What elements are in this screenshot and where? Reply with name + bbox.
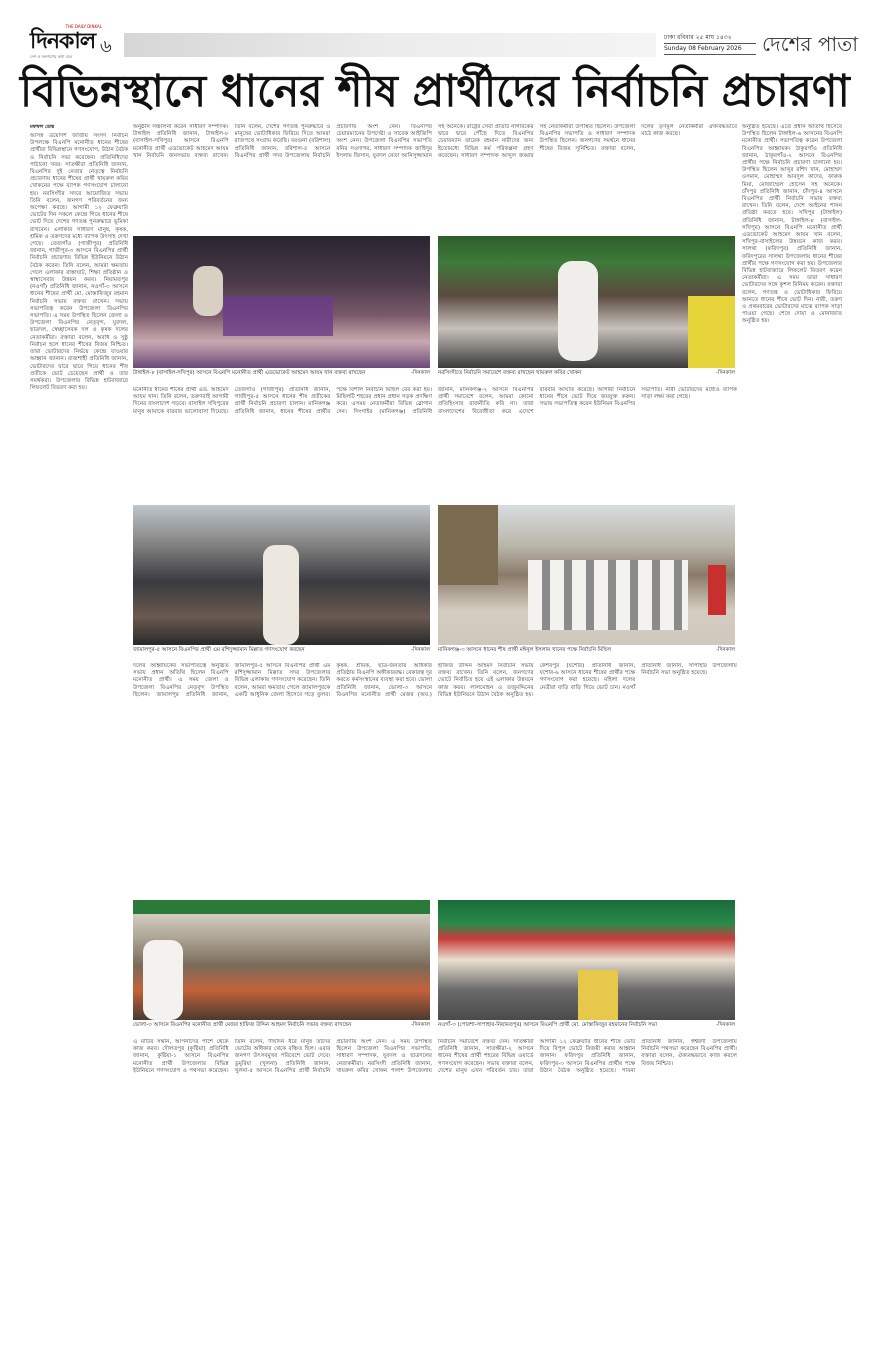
photo-jamalpur-campaign <box>133 505 430 645</box>
article-text-right-column: অনুষ্ঠিত হয়েছে। এতে প্রধান অতিথি হিসেবে উপস্থিত ছিলেন টাঙ্গাইল-৬ আসনের বিএনপি মনোনীত প্রার্থী। সভাপতিত্ব করেন উপজেলা বিএনপির আহ্বায়ক। ঠাকুরগাঁও প্রতিনিধি জানান, ঠাকুরগাঁও-২ আসনে বিএনপির প্রার্থীর পক্ষে নির্বাচনি প্রচারণা চালানো হয়। উপস্থিত ছিলেন আব্দুর রশিদ খান, মোহাম্মদ ওসমান, মোহাম্মদ আবদুল কাদের, ফারুক মিয়া, মোজাম্মেল হোসেন সহ অনেকে। চাঁদপুর প্রতিনিধি জানান, চাঁদপুর-৪ আসনে বিএনপির প্রার্থী নির্বাচনি সভায় বক্তব্য রাখেন। তিনি বলেন, দেশে আইনের শাসন প্রতিষ্ঠা করতে হবে। সখিপুর (টাঙ্গাইল) প্রতিনিধি জানান, টাঙ্গাইল-৮ (বাসাইল-সখিপুর) আসনে বিএনপি মনোনীত প্রার্থী এডভোকেট আহমেদ আযম খান বলেন, সখিপুর-বাসাইলের উন্নয়নে কাজ করব। সালথা (ফরিদপুর) প্রতিনিধি জানান, ফরিদপুরের সালথা উপজেলায় ধানের শীষের প্রার্থীর পক্ষে গণসংযোগ করা হয়। উপজেলার বিভিন্ন হাটবাজারে লিফলেট বিতরণ করেন নেতাকর্মীরা। এ সময় তারা সাধারণ ভোটারদের সঙ্গে কুশল বিনিময় করেন। বক্তারা বলেন, গণতন্ত্র ও ভোটাধিকার ফিরিয়ে আনতে ধানের শীষে ভোট দিন। নারী, তরুণ ও প্রথমবারের ভোটারদের মাঝে ব্যাপক সাড়া পাওয়া গেছে। শেষে দোয়া ও মোনাজাত অনুষ্ঠিত হয়। <box>742 124 842 325</box>
photo-caption <box>438 370 735 377</box>
article-text-lower-middle: দলের আহ্বায়কের সভাপতিত্বে অনুষ্ঠিত সভায় প্রধান অতিথি ছিলেন বিএনপি মনোনীত প্রার্থী। এ সময় জেলা ও উপজেলা বিএনপির নেতৃবৃন্দ উপস্থিত ছিলেন। জামালপুর প্রতিনিধি জানান, জামালপুর-৫ আসনে বিএনপির প্রার্থী এম রশিদুজ্জামান মিল্লাত সদর উপজেলার বিভিন্ন এলাকায় গণসংযোগ করেছেন। তিনি বলেন, আমরা ক্ষমতায় গেলে জামালপুরকে একটি আধুনিক জেলা হিসেবে গড়ে তুলব। কৃষক, শ্রমিক, ছাত্র-জনতার অধিকার প্রতিষ্ঠায় বিএনপি অঙ্গীকারবদ্ধ। বেকারত্ব দূর করতে কর্মসংস্থানের ব্যবস্থা করা হবে। ভোলা প্রতিনিধি জানান, ভোলা-৩ আসনে বিএনপির মনোনীত প্রার্থী মেজর (অব.) হাফিজ উদ্দিন আহমদ নির্বাচনি সভায় বক্তব্য রাখেন। তিনি বলেন, জনগণের ভোটে নির্বাচিত হয়ে এই এলাকার উন্নয়নে কাজ করব। লালমোহন ও তজুমদ্দিনের বিভিন্ন ইউনিয়নে উঠান বৈঠক অনুষ্ঠিত হয়। কেশবপুর (যশোর) প্রতিনিধি জানান, যশোর-৬ আসনে ধানের শীষের প্রার্থীর পক্ষে গণসংযোগ করা হয়েছে। মহিলা দলের নেত্রীরা বাড়ি বাড়ি গিয়ে ভোট চান। নওগাঁ প্রতিনিধি জানান, সাপাহার উপজেলায় নির্বাচনি সভা অনুষ্ঠিত হয়েছে। <box>133 663 737 698</box>
logo-english: THE DAILY DINKAL <box>65 24 102 29</box>
photo-caption <box>133 1022 430 1029</box>
article-text-bottom: এ মাটির সন্তান, আপনাদের পাশে থেকে কাজ করব। দৌলতপুর (কুষ্টিয়া) প্রতিনিধি জানান, কুষ্টিয়া-১ আসনে বিএনপির মনোনীত প্রার্থী উপজেলার বিভিন্ন ইউনিয়নে গণসংযোগ ও পথসভা করেছেন। তিনি বলেন, দীর্ঘদিন ধরে মানুষ তাদের ভোটের অধিকার থেকে বঞ্চিত ছিল। এবার জনগণ উৎসবমুখর পরিবেশে ভোট দেবে। ডুমুরিয়া (খুলনা) প্রতিনিধি জানান, খুলনা-৫ আসনে বিএনপির প্রার্থী নির্বাচনি প্রচারণায় অংশ নেন। এ সময় উপস্থিত ছিলেন উপজেলা বিএনপির সভাপতি, সাধারণ সম্পাদক, যুবদল ও ছাত্রদলের নেতাকর্মীরা। নরসিংদী প্রতিনিধি জানান, খায়রুল কবির খোকন পলাশ উপজেলায় নির্বাচনি সমাবেশে বক্তব্য দেন। সাতক্ষীরা প্রতিনিধি জানান, সাতক্ষীরা-২ আসনে ধানের শীষের প্রার্থী শহরের বিভিন্ন ওয়ার্ডে গণসংযোগ করেছেন। সভায় বক্তারা বলেন, দেশের মানুষ এখন পরিবর্তন চায়। তারা আগামী ১২ ফেব্রুয়ারি ধানের শীষে ভোট দিয়ে বিপুল ভোটে বিজয়ী করার আহ্বান জানান। ফরিদপুর প্রতিনিধি জানান, ফরিদপুর-৩ আসনে বিএনপির প্রার্থীর পক্ষে উঠান বৈঠক অনুষ্ঠিত হয়েছে। পাবনা প্রতিনিধি জানান, ঈশ্বরদী উপজেলায় নির্বাচনি পথসভা করেছেন বিএনপির প্রার্থী। বক্তারা বলেন, ঐক্যবদ্ধভাবে কাজ করলে বিজয় নিশ্চিত। <box>133 1039 737 1074</box>
caption-text: নরসিংদীতে নির্বাচনি সমাবেশে বক্তব্য রাখছেন খায়রুল কবির খোকন <box>438 370 582 376</box>
date-english: Sunday 08 February 2026 <box>664 44 756 55</box>
newspaper-logo <box>30 24 110 68</box>
caption-credit: -দিনকাল <box>716 370 735 376</box>
caption-credit: -দিনকাল <box>411 647 430 653</box>
photo-tangail-rally <box>133 236 430 368</box>
headline: বিভিন্নস্থানে ধানের শীষ প্রার্থীদের নির্বাচনি প্রচারণা <box>20 66 850 117</box>
caption-text: টাঙ্গাইল-৮ (বাসাইল-সখিপুর) আসনে বিএনপি মনোনীত প্রার্থী এডভোকেট আহমেদ আযম খান বক্তব্য রাখছেন <box>133 370 366 376</box>
page-number: ৬ <box>100 36 112 57</box>
logo-text: দিনকাল <box>30 29 96 54</box>
caption-credit: -দিনকাল <box>411 370 430 376</box>
caption-credit: -দিনকাল <box>411 1022 430 1028</box>
byline: মফস্বল ডেস্ক <box>30 124 55 130</box>
caption-credit: -দিনকাল <box>716 1022 735 1028</box>
section-title: দেশের পাতা <box>762 32 859 56</box>
caption-text: নওগাঁ-৩ (পোরশা-সাপাহার-নিয়ামতপুর) আসনে বিএনপি প্রার্থী মো. মোস্তাফিজুর রহমানের নির্বাচনি সভা <box>438 1022 657 1028</box>
caption-text: জামালপুর-৫ আসনে বিএনপির প্রার্থী এম রশিদুজ্জামান মিল্লাত গণসংযোগ করছেন <box>133 647 305 653</box>
header-gray-bar <box>124 33 656 57</box>
issue-date <box>664 33 756 55</box>
photo-bhola-meeting <box>133 900 430 1020</box>
photo-narsingdi-rally <box>438 236 735 368</box>
photo-caption <box>133 370 430 377</box>
article-text-left-column: আসন্ন ত্রয়োদশ জাতীয় সংসদ নির্বাচন উপলক্ষে বিএনপি মনোনীত ধানের শীষের প্রার্থীরা বিভিন্নস্থানে গণসংযোগ, উঠান বৈঠক ও নির্বাচনি সভা করেছেন। প্রতিনিধিদের পাঠানো খবর: সাতক্ষীরা প্রতিনিধি জানান, বিএনপির দুই নেতার নেতৃত্বে নির্বাচনি প্রচারণায় ধানের শীষের প্রার্থী খায়রুল কবির খোকনের পক্ষে ব্যাপক গণসংযোগ চালানো হয়। নরসিংদীর সদরে আয়োজিত সভায় তিনি বলেন, জনগণ পরিবর্তনের জন্য অপেক্ষা করছে। আগামী ১২ ফেব্রুয়ারি ভোটের দিন সকলে কেন্দ্রে গিয়ে ধানের শীষে ভোট দিয়ে দেশের গণতন্ত্র পুনরুদ্ধারে ভূমিকা রাখবেন। এলাকার সাধারণ মানুষ, কৃষক, শ্রমিক ও তরুণদের মধ্যে ব্যাপক উৎসাহ দেখা গেছে। তেজগাঁও (গাজীপুর) প্রতিনিধি জানান, গাজীপুর-৩ আসনে বিএনপির প্রার্থী নির্বাচনি প্রচারণায় বিভিন্ন ইউনিয়নে উঠান বৈঠক করেন। তিনি বলেন, আমরা ক্ষমতায় গেলে এলাকার রাস্তাঘাট, শিক্ষা প্রতিষ্ঠান ও স্বাস্থ্যসেবার উন্নয়ন করব। নিয়ামতপুর (নওগাঁ) প্রতিনিধি জানান, নওগাঁ-৩ আসনে ধানের শীষের প্রার্থী মো. মোস্তাফিজুর রহমান নির্বাচনি সভায় বক্তব্য রাখেন। সভায় সভাপতিত্ব করেন উপজেলা বিএনপির সভাপতি। এ সময় উপস্থিত ছিলেন জেলা ও উপজেলা বিএনপির নেতৃবৃন্দ, যুবদল, ছাত্রদল, স্বেচ্ছাসেবক দল ও কৃষক দলের নেতাকর্মীরা। বক্তারা বলেন, অবাধ ও সুষ্ঠু নির্বাচন হলে ধানের শীষের বিজয় নিশ্চিত। তারা ভোটারদের নির্ভয়ে কেন্দ্রে যাওয়ার আহ্বান জানান। রাজশাহী প্রতিনিধি জানান, ভোটারদের দ্বারে দ্বারে গিয়ে ধানের শীষ প্রতীকে ভোট চেয়েছেন প্রার্থী ও তার সমর্থকরা। উপজেলার বিভিন্ন হাটবাজারে লিফলেট বিতরণ করা হয়। <box>30 133 128 392</box>
article-text-top: অনুষ্ঠান সঞ্চালনা করেন সাধারণ সম্পাদক। টাঙ্গাইল প্রতিনিধি জানান, টাঙ্গাইল-৮ (বাসাইল-সখিপুর) আসনে বিএনপি মনোনীত প্রার্থী এডভোকেট আহমেদ আযম খান নির্বাচনি জনসভায় বক্তব্য রাখেন। তিনি বলেন, দেশের গণতন্ত্র পুনরুদ্ধারে ও মানুষের ভোটাধিকার ফিরিয়ে দিতে আমরা রাজপথে সংগ্রাম করেছি। বরগুনা (বরিশাল) প্রতিনিধি জানান, বরিশাল-৫ আসনে বিএনপির প্রার্থী সদর উপজেলায় নির্বাচনি প্রচারণায় অংশ নেন। বিএনপির চেয়ারম্যানের উপদেষ্টা ও সাবেক আইজিপি অংশ নেন। উপজেলা বিএনপির সভাপতি মনির সওদাগর, সাধারণ সম্পাদক জাহিদুর ইসলাম জিসান, যুবদল নেতা আনিসুজ্জামান সহ অনেকে। রাষ্ট্রের সেবা প্রতিটি নাগরিকের দ্বারে দ্বারে পৌঁছে দিতে বিএনপির চেয়ারম্যান তারেক রহমান নারীদের জন্য ইতোমধ্যে বিভিন্ন কর্ম পরিকল্পনা গ্রহণ করেছেন। সাধারণ সম্পাদক আব্দুল জব্বার সহ নেতাকর্মীরা উপস্থিত ছিলেন। উপজেলা বিএনপির সভাপতি ও সাধারণ সম্পাদক উপস্থিত ছিলেন। জনগণের সমর্থনে ধানের শীষের বিজয় সুনিশ্চিত। বক্তারা বলেন, দলের তৃণমূল নেতাকর্মীরা ঐক্যবদ্ধভাবে মাঠে কাজ করছে। <box>133 124 737 159</box>
photo-caption <box>133 647 430 654</box>
photo-caption <box>438 647 735 654</box>
caption-credit: -দিনকাল <box>716 647 735 653</box>
logo-tagline: দেশ ও জনগণের কথা বলে <box>30 54 73 59</box>
photo-manikganj-procession <box>438 505 735 645</box>
photo-caption <box>438 1022 735 1029</box>
photo-naogaon-meeting <box>438 900 735 1020</box>
caption-text: ভোলা-৩ আসনে বিএনপির মনোনীত প্রার্থী মেজর হাফিজ উদ্দিন আহমদ নির্বাচনি সভায় বক্তব্য রাখছেন <box>133 1022 352 1028</box>
date-bangla: ঢাকা রবিবার ২৫ মাঘ ১৪৩২ <box>664 33 756 44</box>
article-text-middle: মনোনীত ধানের শীষের প্রার্থী এড. আহমেদ আযম খান। তিনি বলেন, তরুণরাই আগামী দিনের বাংলাদেশ গড়বে। বাসাইল সখিপুরের মানুষ আমাকে বারবার ভালোবাসা দিয়েছে। তেজগাঁও (গাজীপুর) প্রতিনিধি জানান, গাজীপুর-৫ আসনে ধানের শীষ প্রতীকের প্রার্থী নির্বাচনি প্রচারণা চালান। মানিকগঞ্জ প্রতিনিধি জানান, ধানের শীষের প্রার্থীর পক্ষে বিশাল নির্বাচনি মিছিল বের করা হয়। মিছিলটি শহরের প্রধান প্রধান সড়ক প্রদক্ষিণ করে। এসময় নেতাকর্মীরা বিভিন্ন স্লোগান দেন। সিংগাইর (মানিকগঞ্জ) প্রতিনিধি জানান, মানিকগঞ্জ-২ আসনে বিএনপির প্রার্থী সমাবেশে বলেন, আমরা কোনো প্রতিহিংসার রাজনীতি করি না। তারা বাংলাদেশের বিরোধীতা করে এদেশে বারবার আঘাত করেছে। আগামী নির্বাচনে ধানের শীষে ভোট দিয়ে জয়যুক্ত করুন। সভায় সভাপতিত্ব করেন ইউনিয়ন বিএনপির সভাপতি। নারী ভোটারদের মধ্যেও ব্যাপক সাড়া লক্ষ্য করা গেছে। <box>133 387 737 415</box>
caption-text: মানিকগঞ্জ-৩ আসনে ধানের শীষ প্রার্থী মঈনুল ইসলাম খানের পক্ষে নির্বাচনি মিছিল <box>438 647 611 653</box>
